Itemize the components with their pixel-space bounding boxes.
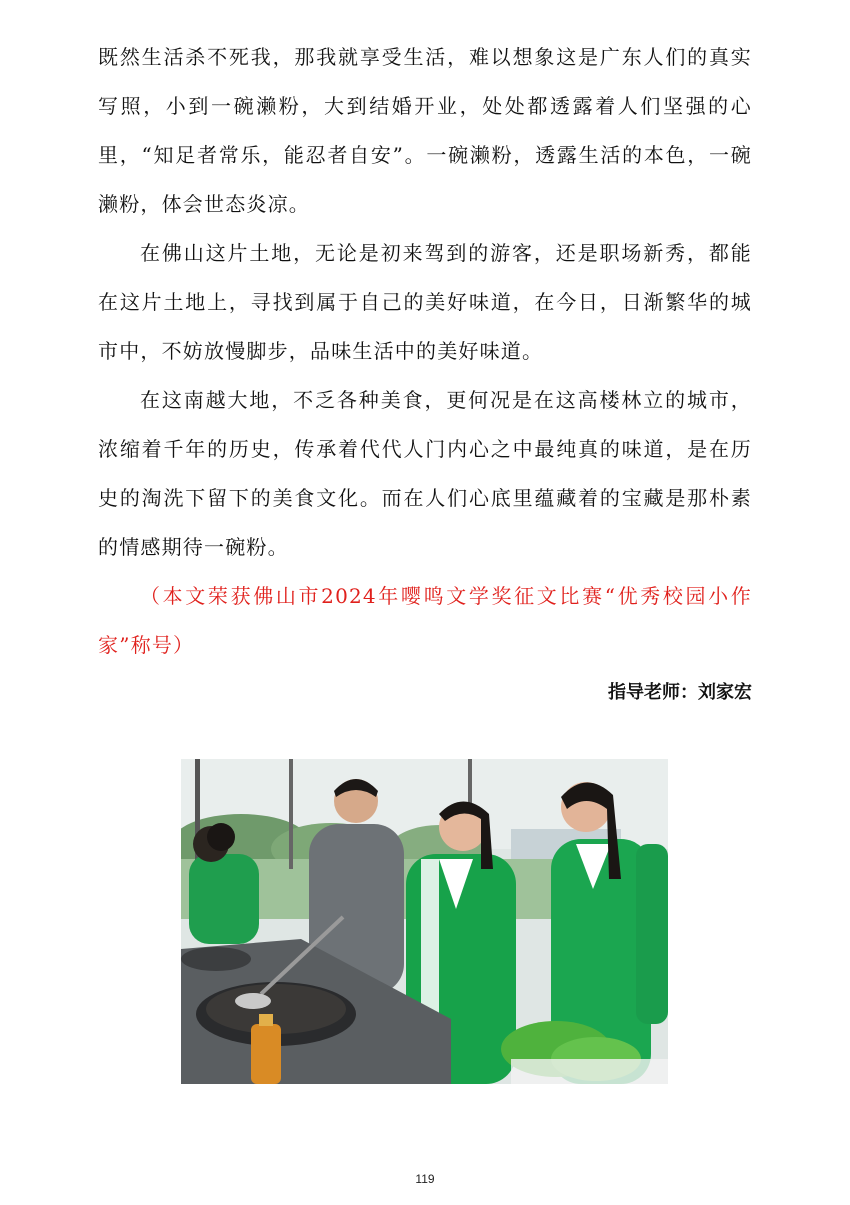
body-paragraph-1: 既然生活杀不死我，那我就享受生活，难以想象这是广东人们的真实写照，小到一碗濑粉，大到结婚开业，处处都透露着人们坚强的心里，“知足者常乐，能忍者自安”。一碗濑粉，透露生活的本色，一碗濑粉，体会世态炎凉。 (98, 45, 752, 216)
event-photo (181, 759, 668, 1084)
advisor-credit: 指导老师：刘家宏 (608, 682, 752, 703)
body-paragraph-2: 在佛山这片土地，无论是初来驾到的游客，还是职场新秀，都能在这片土地上，寻找到属于自己的美好味道，在今日，日渐繁华的城市中，不妨放慢脚步，品味生活中的美好味道。 (98, 241, 752, 363)
page-number: 119 (415, 1172, 435, 1186)
body-paragraph-3: 在这南越大地，不乏各种美食，更何况是在这高楼林立的城市，浓缩着千年的历史，传承着代代人门内心之中最纯真的味道，是在历史的淘洗下留下的美食文化。而在人们心底里蕴藏着的宝藏是那朴素的情感期待一碗粉。 (98, 388, 752, 559)
award-note: （本文荣获佛山市2024年嘤鸣文学奖征文比赛“优秀校园小作家”称号） (98, 584, 752, 657)
